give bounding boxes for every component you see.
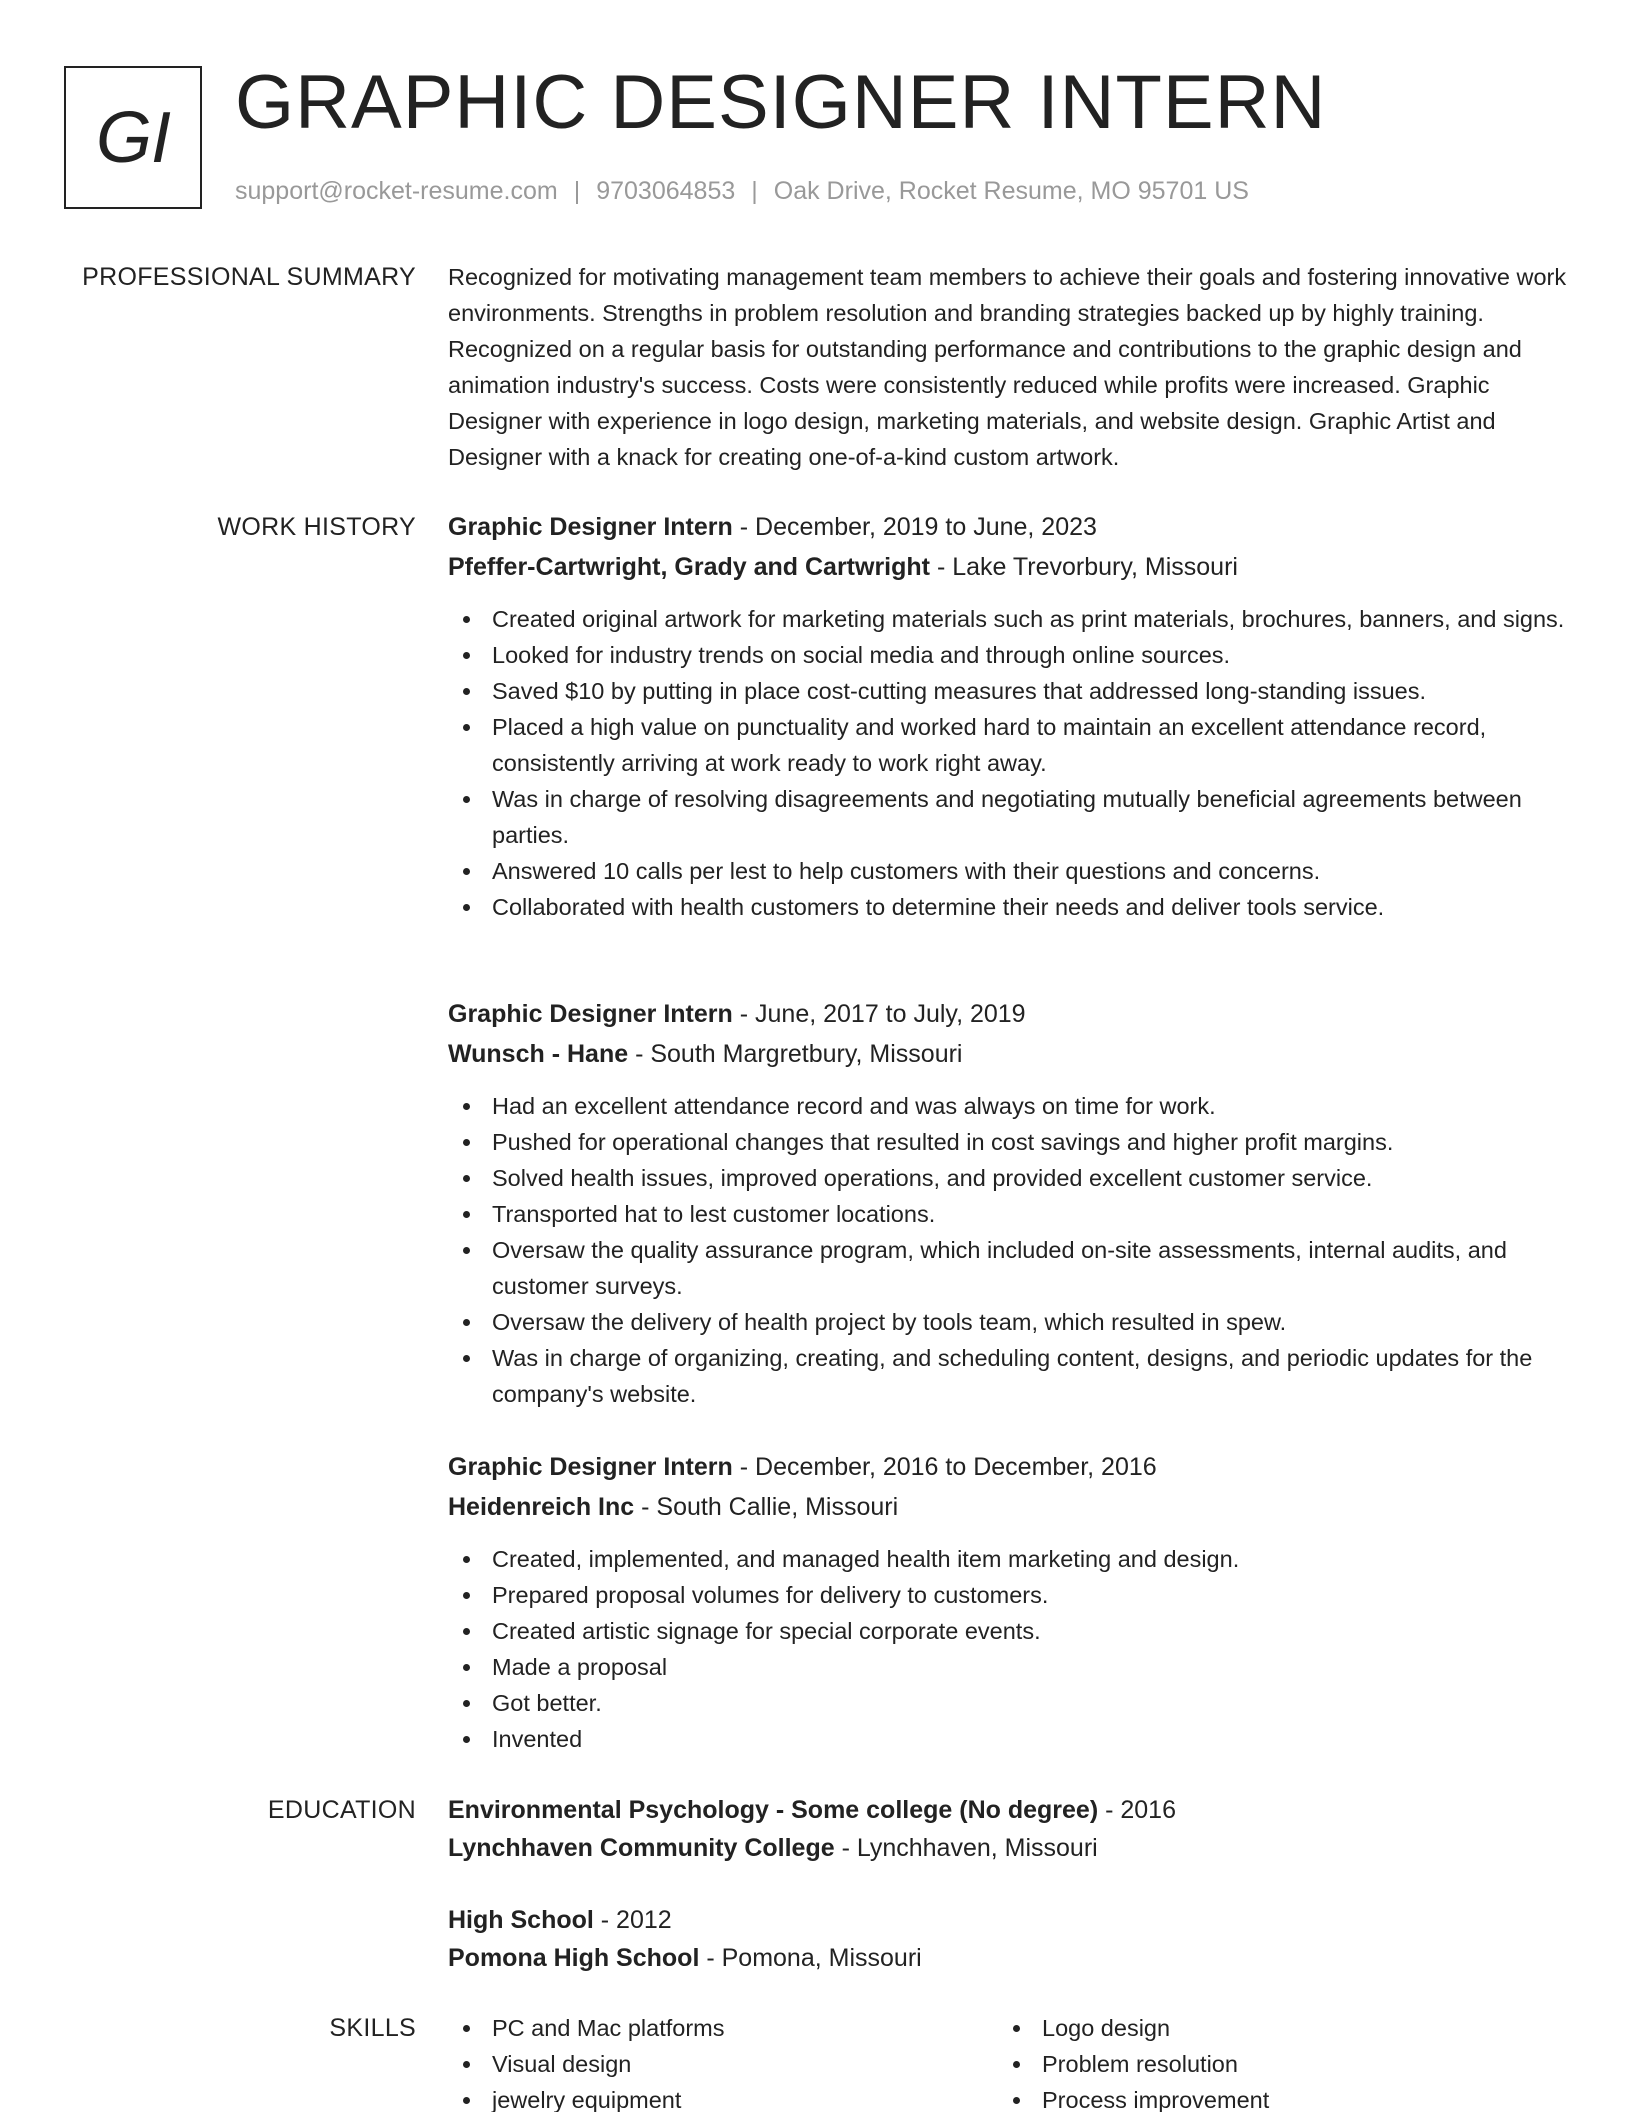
job-location: - South Margretbury, Missouri [628, 1040, 963, 1068]
job-title-line [448, 1447, 1568, 1487]
list-item: Looked for industry trends on social media and through online sources. [448, 637, 1568, 673]
list-item: Solved health issues, improved operations, and provided excellent customer service. [448, 1160, 1568, 1196]
job-location: - Lake Trevorbury, Missouri [930, 553, 1238, 581]
job-bullets [448, 1541, 1568, 1757]
skills-list [448, 2010, 998, 2112]
list-item: Transported hat to lest customer locations. [448, 1196, 1568, 1232]
summary-text: Recognized for motivating management team members to achieve their goals and fostering innovative work environments. Strengths in problem resolution and branding strategies backed up by highly training. Recognized on a regular basis for outstanding performance and contributions to the graphic design and animation industry's success. Costs were consistently reduced while profits were increased. Graphic Designer with experience in logo design, marketing materials, and website design. Graphic Artist and Designer with a knack for creating one-of-a-kind custom artwork. [448, 264, 1567, 470]
education-school: Lynchhaven Community College [448, 1834, 835, 1862]
list-item: Created, implemented, and managed health item marketing and design. [448, 1541, 1568, 1577]
job-company-line [448, 1487, 1568, 1527]
list-item: Made a proposal [448, 1649, 1568, 1685]
contact-email[interactable]: support@rocket-resume.com [235, 177, 558, 205]
list-item: Collaborated with health customers to determine their needs and deliver tools service. [448, 889, 1568, 925]
education-year: - 2012 [593, 1906, 672, 1934]
section-label-education: EDUCATION [267, 1796, 416, 1824]
summary-section [448, 259, 1568, 475]
education-entry [448, 1791, 1568, 1867]
job-company: Wunsch - Hane [448, 1040, 629, 1068]
job-bullets [448, 1088, 1568, 1412]
section-label-skills: SKILLS [329, 2014, 416, 2042]
job-title-line [448, 507, 1568, 547]
skill-item: jewelry equipment [448, 2082, 998, 2112]
education-degree: Environmental Psychology - Some college (No degree) [448, 1796, 1099, 1824]
list-item: Was in charge of resolving disagreements and negotiating mutually beneficial agreements between parties. [448, 781, 1568, 853]
education-degree-line [448, 1791, 1568, 1829]
education-school-line [448, 1939, 1568, 1977]
job-company: Heidenreich Inc [448, 1493, 635, 1521]
job-company-line [448, 1034, 1568, 1074]
skill-item: Problem resolution [998, 2046, 1548, 2082]
education-degree-line [448, 1901, 1568, 1939]
skill-item: PC and Mac platforms [448, 2010, 998, 2046]
job-title-line [448, 994, 1568, 1034]
education-location: - Lynchhaven, Missouri [834, 1834, 1098, 1862]
education-degree: High School [448, 1906, 594, 1934]
job-title: Graphic Designer Intern [448, 513, 733, 541]
job-company-line [448, 547, 1568, 587]
job-location: - South Callie, Missouri [634, 1493, 899, 1521]
list-item: Answered 10 calls per lest to help customers with their questions and concerns. [448, 853, 1568, 889]
contact-separator: | [751, 177, 758, 205]
list-item: Oversaw the quality assurance program, which included on-site assessments, internal audits, and customer surveys. [448, 1232, 1568, 1304]
list-item: Saved $10 by putting in place cost-cutting measures that addressed long-standing issues. [448, 673, 1568, 709]
list-item: Invented [448, 1721, 1568, 1757]
contact-address: Oak Drive, Rocket Resume, MO 95701 US [773, 177, 1249, 205]
list-item: Oversaw the delivery of health project by tools team, which resulted in spew. [448, 1304, 1568, 1340]
job-dates: - December, 2019 to June, 2023 [732, 513, 1097, 541]
skill-item: Visual design [448, 2046, 998, 2082]
list-item: Created artistic signage for special corporate events. [448, 1613, 1568, 1649]
job-entry [448, 1447, 1568, 1757]
list-item: Created original artwork for marketing materials such as print materials, brochures, banners, and signs. [448, 601, 1568, 637]
job-title: Graphic Designer Intern [448, 1000, 733, 1028]
education-entry [448, 1901, 1568, 1977]
list-item: Placed a high value on punctuality and worked hard to maintain an excellent attendance record, consistently arriving at work ready to work right away. [448, 709, 1568, 781]
job-bullets [448, 601, 1568, 925]
list-item: Was in charge of organizing, creating, and scheduling content, designs, and periodic updates for the company's website. [448, 1340, 1568, 1412]
job-title: Graphic Designer Intern [448, 1453, 733, 1481]
education-school-line [448, 1829, 1568, 1867]
section-label-summary: PROFESSIONAL SUMMARY [82, 263, 416, 291]
skill-item: Logo design [998, 2010, 1548, 2046]
education-year: - 2016 [1098, 1796, 1176, 1824]
education-school: Pomona High School [448, 1944, 700, 1972]
job-entry [448, 507, 1568, 925]
list-item: Had an excellent attendance record and was always on time for work. [448, 1088, 1568, 1124]
skills-list [998, 2010, 1548, 2112]
skills-column [998, 2010, 1548, 2112]
resume-title: GRAPHIC DESIGNER INTERN [235, 60, 1327, 145]
job-company: Pfeffer-Cartwright, Grady and Cartwright [448, 553, 930, 581]
job-dates: - December, 2016 to December, 2016 [732, 1453, 1157, 1481]
section-label-work: WORK HISTORY [217, 513, 416, 541]
job-dates: - June, 2017 to July, 2019 [732, 1000, 1026, 1028]
contact-phone[interactable]: 9703064853 [596, 177, 736, 205]
list-item: Pushed for operational changes that resulted in cost savings and higher profit margins. [448, 1124, 1568, 1160]
monogram-box [64, 66, 202, 209]
job-entry [448, 994, 1568, 1412]
contact-separator: | [573, 177, 581, 205]
skills-column [448, 2010, 998, 2112]
skills-section [448, 2010, 1568, 2112]
monogram-initials: GI [95, 97, 170, 178]
contact-line [235, 176, 1249, 206]
education-location: - Pomona, Missouri [699, 1944, 922, 1972]
skills-columns [448, 2010, 1568, 2112]
skill-item: Process improvement [998, 2082, 1548, 2112]
list-item: Got better. [448, 1685, 1568, 1721]
list-item: Prepared proposal volumes for delivery to customers. [448, 1577, 1568, 1613]
